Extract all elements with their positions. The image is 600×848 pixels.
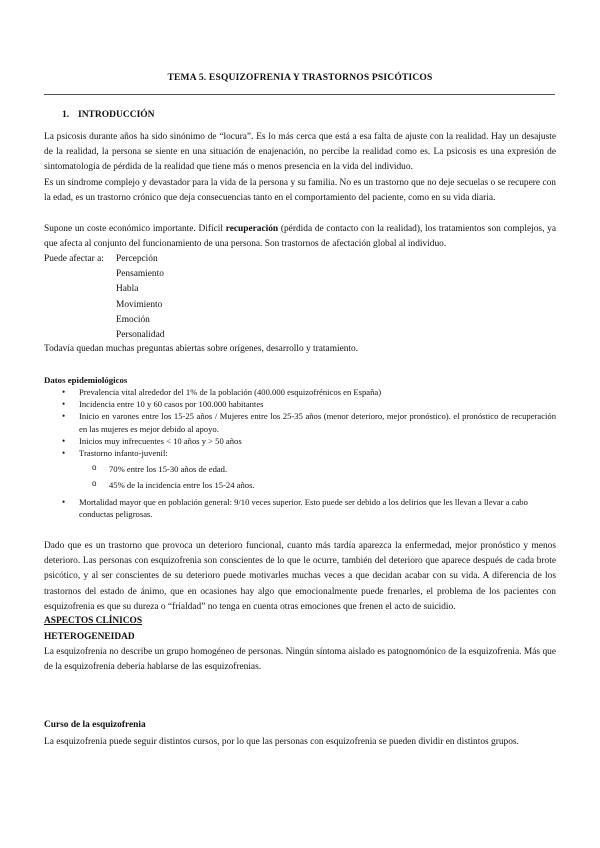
intro-paragraph-1: La psicosis durante años ha sido sinónimo de “locura”. Es lo más cerca que está a esa falta de ajuste con la realidad. Hay un desajuste de la realidad, la persona se siente en una situación de enajenación, no percibe la realidad como es. La psicosis es una expresión de sintomatología de pérdida de la realidad que tiene más o menos presencia en la vida del individuo. [44,132,556,173]
epi-list [62,386,556,520]
heterogeneity-subheading: HETEROGENEIDAD [44,632,135,642]
p3-text-before: Supone un coste económico importante. Difícil [44,224,226,234]
intro-paragraph-3 [44,222,556,252]
affect-item: Emoción [116,314,150,325]
list-item: • Inicio en varones entre los 15-25 años / Mujeres entre los 25-35 años (menor deterioro, mejor pronóstico). el pronóstico de recuperación en las mujeres es mejor debido al apoyo. [62,410,556,434]
heterogeneity-paragraph: La esquizofrenia no describe un grupo homogéneo de personas. Ningún síntoma aislado es patognomónico de la esquizofrenia. Más que de la esquizofrenia debería hablarse de las esquizofrenias. [44,647,556,673]
list-item: • Prevalencia vital alrededor del 1% de la población (400.000 esquizofrénicos en España) [62,386,556,398]
deterioration-paragraph: Dado que es un trastorno que provoca un deterioro funcional, cuanto más tardía aparezca la enfermedad, mejor pronóstico y menos deterioro. Las personas con esquizofrenia son conscientes de lo que le ocurre, también del deterioro que aparece después de cada brote psicótico, y al ser conscientes de su deterioro puede motivarles muchas veces a que decidan acabar con su vida. A diferencia de los trastornos del estado de ánimo, que en ocasiones hay algo que emocionalmente puede frenarles, el problema de los pacientes con esquizofrenia es que su dureza o “frialdad” no tenga en cuenta otras emociones que frenen el acto de suicidio. [44,541,556,612]
intro-paragraph-4: Todavía quedan muchas preguntas abiertas sobre orígenes, desarrollo y tratamiento. [44,344,359,354]
affect-item: Pensamiento [116,269,164,280]
clinical-heading: ASPECTOS CLÍNICOS [44,616,143,626]
p3-text-after: (pérdida de contacto con la realidad), los tratamientos son complejos, ya que afecta al conjunto del funcionamiento de una persona. Son trastornos de afectación global al individuo. [44,224,557,250]
affect-item: Movimiento [116,299,163,310]
affect-label: Puede afectar a: [44,254,104,264]
list-item: • Trastorno infanto-juvenil: [62,447,556,459]
list-item: • Inicios muy infrecuentes < 10 años y > 50 años [62,435,556,447]
document-title: TEMA 5. ESQUIZOFRENIA Y TRASTORNOS PSICÓTICOS [167,73,433,83]
p3-bold-term: recuperación [225,224,279,234]
course-paragraph: La esquizofrenia puede seguir distintos cursos, por lo que las personas con esquizofrenia se pueden dividir en distintos grupos. [44,737,519,747]
affect-row [44,252,556,267]
title-divider [44,94,555,95]
list-item: • Incidencia entre 10 y 60 casos por 100.000 habitantes [62,398,556,410]
section-number: 1. [62,110,70,120]
affect-list [44,252,556,343]
intro-paragraph-2: Es un síndrome complejo y devastador para la vida de la persona y su familia. No es un trastorno que no deje secuelas o se recupere con la edad, es un trastorno crónico que deja consecuencias tanto en el comportamiento del paciente, como en su vida diaria. [44,178,556,204]
epi-heading: Datos epidemiológicos [44,375,128,385]
list-item: • Mortalidad mayor que en población general: 9/10 veces superior. Esto puede ser debido a los delirios que les llevan a llevar a cabo conductas peligrosas. [62,496,556,520]
section-heading-introduccion [62,110,155,120]
sub-list-item: o 45% de la incidencia entre los 15-24 años. [62,479,556,491]
section-title: INTRODUCCIÓN [78,110,155,120]
sub-list-item: o 70% entre los 15-30 años de edad. [62,463,556,475]
affect-item: Habla [116,284,139,295]
affect-item: Personalidad [116,329,165,340]
course-heading: Curso de la esquizofrenia [44,720,146,730]
affect-item: Percepción [116,254,158,264]
